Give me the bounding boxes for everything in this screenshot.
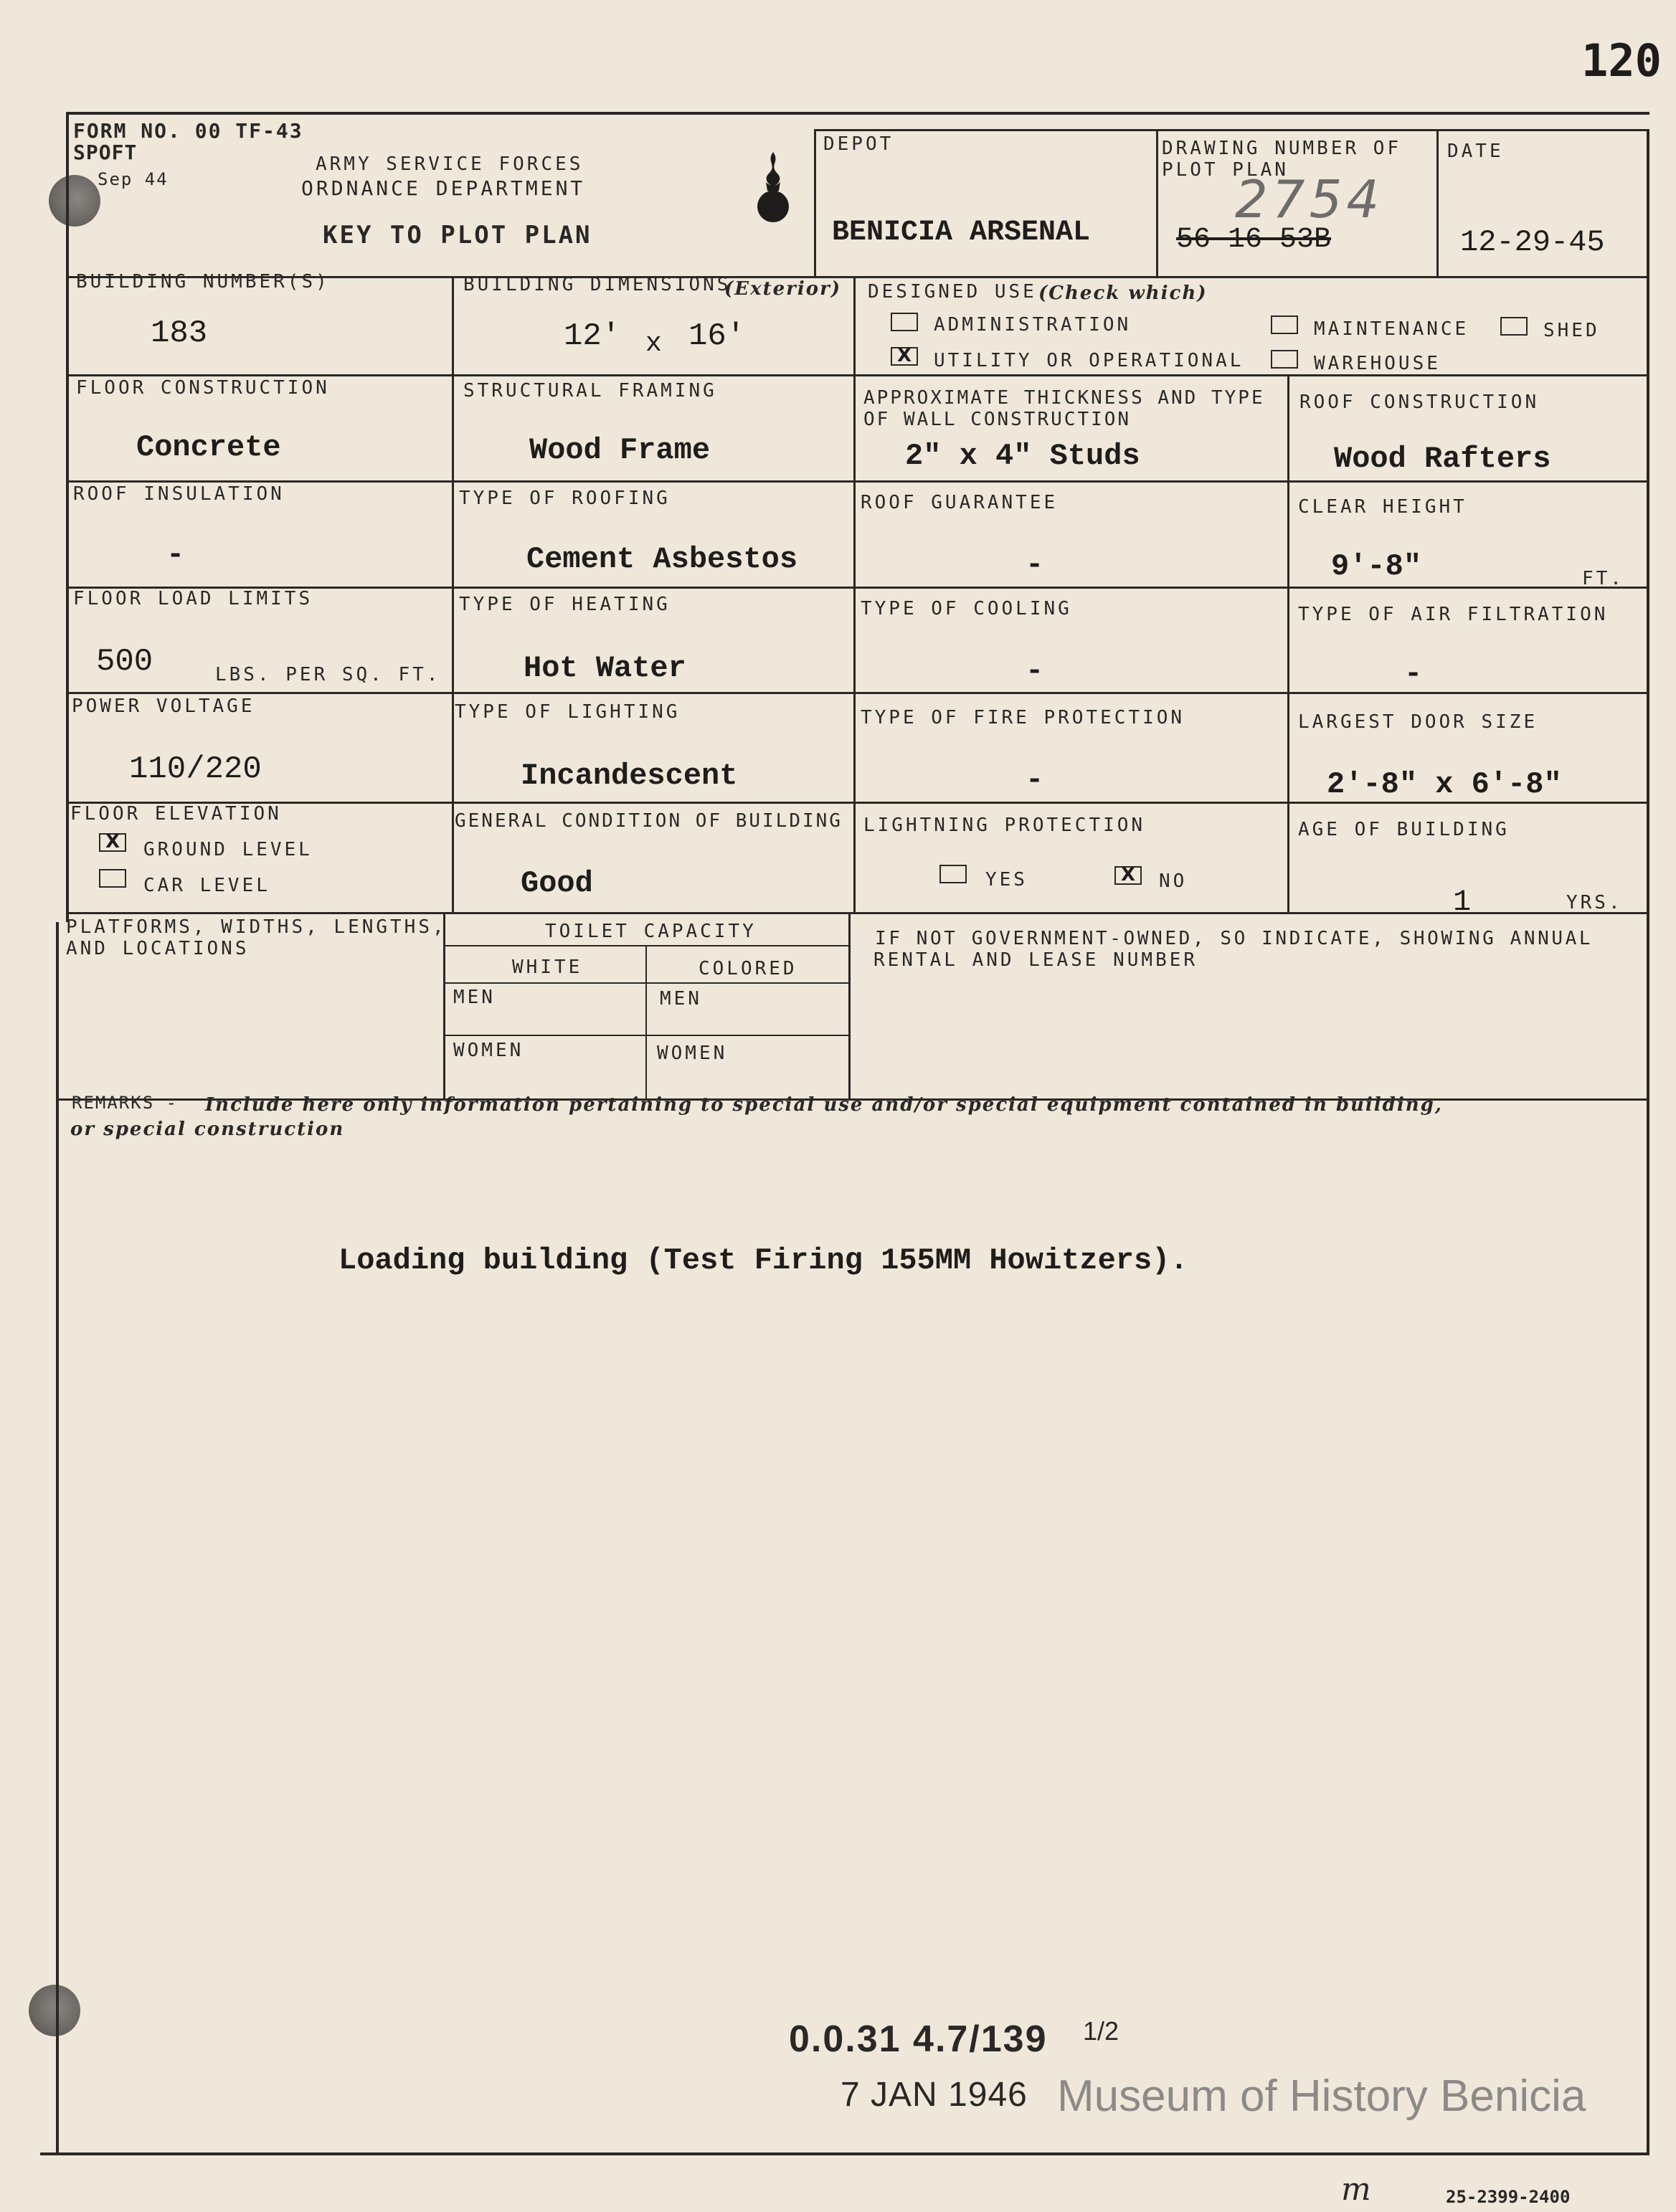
door-size-value: 2'-8" x 6'-8" xyxy=(1327,767,1562,802)
form-number: FORM NO. 00 TF-43 xyxy=(73,119,303,143)
frame-left xyxy=(66,112,69,922)
toilet-colored-women-label: WOMEN xyxy=(657,1043,728,1064)
museum-watermark: Museum of History Benicia xyxy=(1057,2071,1586,2121)
roof-guarantee-value: - xyxy=(1026,548,1044,582)
roof-construction-label: ROOF CONSTRUCTION xyxy=(1299,391,1540,413)
govt-owned-label-2: RENTAL AND LEASE NUMBER xyxy=(873,949,1198,971)
stamp-fraction: 1/2 xyxy=(1083,2016,1119,2046)
rule-toilet-men xyxy=(445,982,850,984)
date-value: 12-29-45 xyxy=(1460,225,1605,260)
rule-row1-bottom xyxy=(66,374,1649,376)
toilet-white-men-label: MEN xyxy=(453,987,496,1008)
checkbox-maintenance[interactable] xyxy=(1271,315,1298,334)
floor-elevation-label: FLOOR ELEVATION xyxy=(70,803,282,825)
use-administration-label: ADMINISTRATION xyxy=(934,314,1132,336)
footer-print-code: 25-2399-2400 xyxy=(1446,2187,1571,2207)
rule-row6-bottom xyxy=(66,912,1649,914)
lightning-no-label: NO xyxy=(1159,870,1188,892)
checkbox-shed[interactable] xyxy=(1500,317,1528,336)
age-label: AGE OF BUILDING xyxy=(1298,819,1510,840)
floor-construction-value: Concrete xyxy=(136,430,281,465)
page-number: 120 xyxy=(1581,34,1662,87)
dimensions-label-note: (Exterior) xyxy=(724,278,842,300)
toilet-colored-label: COLORED xyxy=(699,958,797,979)
org-line-1: ARMY SERVICE FORCES xyxy=(316,153,584,175)
drawing-number-handwritten: 2754 xyxy=(1235,169,1384,229)
vrule-col2-lower xyxy=(848,912,851,1098)
platforms-label-2: AND LOCATIONS xyxy=(66,938,250,959)
age-unit: YRS. xyxy=(1566,892,1623,913)
vrule-toilet xyxy=(645,945,647,1098)
checkbox-utility[interactable]: X xyxy=(891,347,918,366)
use-utility-label: UTILITY OR OPERATIONAL xyxy=(934,350,1244,371)
frame-right xyxy=(1647,130,1649,2154)
rule-toilet-header xyxy=(445,945,850,946)
wall-label-2: OF WALL CONSTRUCTION xyxy=(863,409,1132,430)
dimension-width: 12' xyxy=(564,318,621,354)
lighting-value: Incandescent xyxy=(521,759,738,793)
fire-protection-value: - xyxy=(1026,763,1044,797)
stamp-file-number: 0.0.31 4.7/139 xyxy=(789,2018,1048,2060)
vrule-header-drawing xyxy=(1156,129,1158,276)
use-warehouse-label: WAREHOUSE xyxy=(1314,353,1441,374)
air-filtration-value: - xyxy=(1404,657,1423,691)
condition-label: GENERAL CONDITION OF BUILDING xyxy=(455,810,843,832)
platforms-label-1: PLATFORMS, WIDTHS, LENGTHS, xyxy=(66,916,447,938)
depot-value: BENICIA ARSENAL xyxy=(832,217,1091,249)
age-value: 1 xyxy=(1453,885,1472,919)
toilet-capacity-label: TOILET CAPACITY xyxy=(545,921,757,942)
floor-construction-label: FLOOR CONSTRUCTION xyxy=(76,377,330,399)
clear-height-unit: FT. xyxy=(1582,568,1624,589)
door-size-label: LARGEST DOOR SIZE xyxy=(1298,711,1538,733)
remarks-label-prefix: REMARKS - xyxy=(72,1093,179,1113)
dimensions-label: BUILDING DIMENSIONS xyxy=(463,274,732,295)
checkbox-ground-level[interactable]: X xyxy=(99,833,126,852)
vrule-col1-lower xyxy=(443,912,445,1098)
footer-initials: m xyxy=(1341,2171,1371,2208)
remarks-text: Loading building (Test Firing 155MM Howitzers). xyxy=(338,1243,1188,1278)
rule-row2-bottom xyxy=(66,480,1649,483)
drawing-number-struck: 56-16-53B xyxy=(1176,224,1332,256)
roof-guarantee-label: ROOF GUARANTEE xyxy=(861,492,1059,513)
ordnance-bomb-icon xyxy=(753,149,793,228)
heating-label: TYPE OF HEATING xyxy=(459,594,671,615)
frame-left-lower xyxy=(56,922,59,2155)
clear-height-label: CLEAR HEIGHT xyxy=(1298,496,1467,518)
header-top-inner xyxy=(814,129,1649,131)
checkbox-lightning-yes[interactable] xyxy=(939,865,967,883)
drawing-label-2: PLOT PLAN xyxy=(1162,159,1289,181)
structural-framing-label: STRUCTURAL FRAMING xyxy=(463,380,717,402)
roof-insulation-label: ROOF INSULATION xyxy=(73,483,285,505)
binder-hole-top xyxy=(49,175,100,227)
air-filtration-label: TYPE OF AIR FILTRATION xyxy=(1298,604,1609,625)
building-numbers-label: BUILDING NUMBER(S) xyxy=(76,271,330,293)
floor-load-label: FLOOR LOAD LIMITS xyxy=(73,588,313,609)
checkbox-administration[interactable] xyxy=(891,313,918,331)
org-line-2: ORDNANCE DEPARTMENT xyxy=(301,176,586,200)
roof-insulation-value: - xyxy=(166,538,185,572)
rule-row4-bottom xyxy=(66,692,1649,694)
clear-height-value: 9'-8" xyxy=(1331,549,1422,584)
wall-value: 2" x 4" Studs xyxy=(905,439,1140,473)
building-numbers-value: 183 xyxy=(151,315,208,351)
date-label: DATE xyxy=(1447,141,1504,162)
lightning-yes-label: YES xyxy=(985,869,1028,891)
rule-toilet-women xyxy=(445,1035,850,1036)
roof-construction-value: Wood Rafters xyxy=(1334,442,1551,476)
toilet-white-women-label: WOMEN xyxy=(453,1040,524,1061)
stamp-date: 7 JAN 1946 xyxy=(841,2076,1028,2114)
roofing-label: TYPE OF ROOFING xyxy=(459,488,671,509)
remarks-label-line-2: or special construction xyxy=(70,1119,345,1140)
depot-label: DEPOT xyxy=(823,133,894,155)
vrule-col2 xyxy=(853,276,856,912)
vrule-header-date xyxy=(1436,129,1439,276)
govt-owned-label-1: IF NOT GOVERNMENT-OWNED, SO INDICATE, SHOWING ANNUAL xyxy=(875,928,1594,949)
use-maintenance-label: MAINTENANCE xyxy=(1314,318,1469,340)
checkbox-warehouse[interactable] xyxy=(1271,350,1298,369)
fire-protection-label: TYPE OF FIRE PROTECTION xyxy=(861,707,1185,728)
vrule-header-depot xyxy=(814,129,816,276)
binder-hole-bottom xyxy=(29,1985,80,2036)
toilet-colored-men-label: MEN xyxy=(660,988,702,1010)
floor-load-unit: LBS. PER SQ. FT. xyxy=(215,664,441,685)
checkbox-lightning-no[interactable]: X xyxy=(1114,866,1142,885)
heating-value: Hot Water xyxy=(524,651,686,685)
car-level-label: CAR LEVEL xyxy=(143,875,270,896)
form-date: Sep 44 xyxy=(98,169,169,189)
frame-bottom xyxy=(40,2152,1649,2155)
power-voltage-value: 110/220 xyxy=(129,751,262,787)
wall-label-1: APPROXIMATE THICKNESS AND TYPE xyxy=(863,387,1265,409)
use-shed-label: SHED xyxy=(1543,320,1600,341)
floor-load-value: 500 xyxy=(96,644,153,680)
designed-use-label: DESIGNED USE xyxy=(868,281,1037,303)
ground-level-label: GROUND LEVEL xyxy=(143,839,313,860)
dimension-length: 16' xyxy=(688,318,746,354)
structural-framing-value: Wood Frame xyxy=(529,433,711,467)
roofing-value: Cement Asbestos xyxy=(526,542,798,576)
designed-use-note: (Check which) xyxy=(1038,283,1208,304)
dimension-x: x xyxy=(645,328,662,359)
form-title: KEY TO PLOT PLAN xyxy=(323,221,592,250)
checkbox-car-level[interactable] xyxy=(99,869,126,888)
form-spoft: SPOFT xyxy=(73,141,138,164)
lighting-label: TYPE OF LIGHTING xyxy=(455,701,681,723)
cooling-label: TYPE OF COOLING xyxy=(861,598,1072,620)
power-voltage-label: POWER VOLTAGE xyxy=(72,696,255,717)
remarks-label-line-1: Include here only information pertaining to special use and/or special equipment contained in building, xyxy=(205,1094,1443,1116)
vrule-col1 xyxy=(452,276,454,912)
condition-value: Good xyxy=(521,866,593,901)
frame-top xyxy=(66,112,1649,115)
drawing-label-1: DRAWING NUMBER OF xyxy=(1162,138,1402,159)
lightning-protection-label: LIGHTNING PROTECTION xyxy=(863,815,1146,836)
rule-row5-bottom xyxy=(66,802,1649,804)
cooling-value: - xyxy=(1026,654,1044,688)
toilet-white-label: WHITE xyxy=(512,957,583,978)
vrule-col3 xyxy=(1287,374,1289,912)
